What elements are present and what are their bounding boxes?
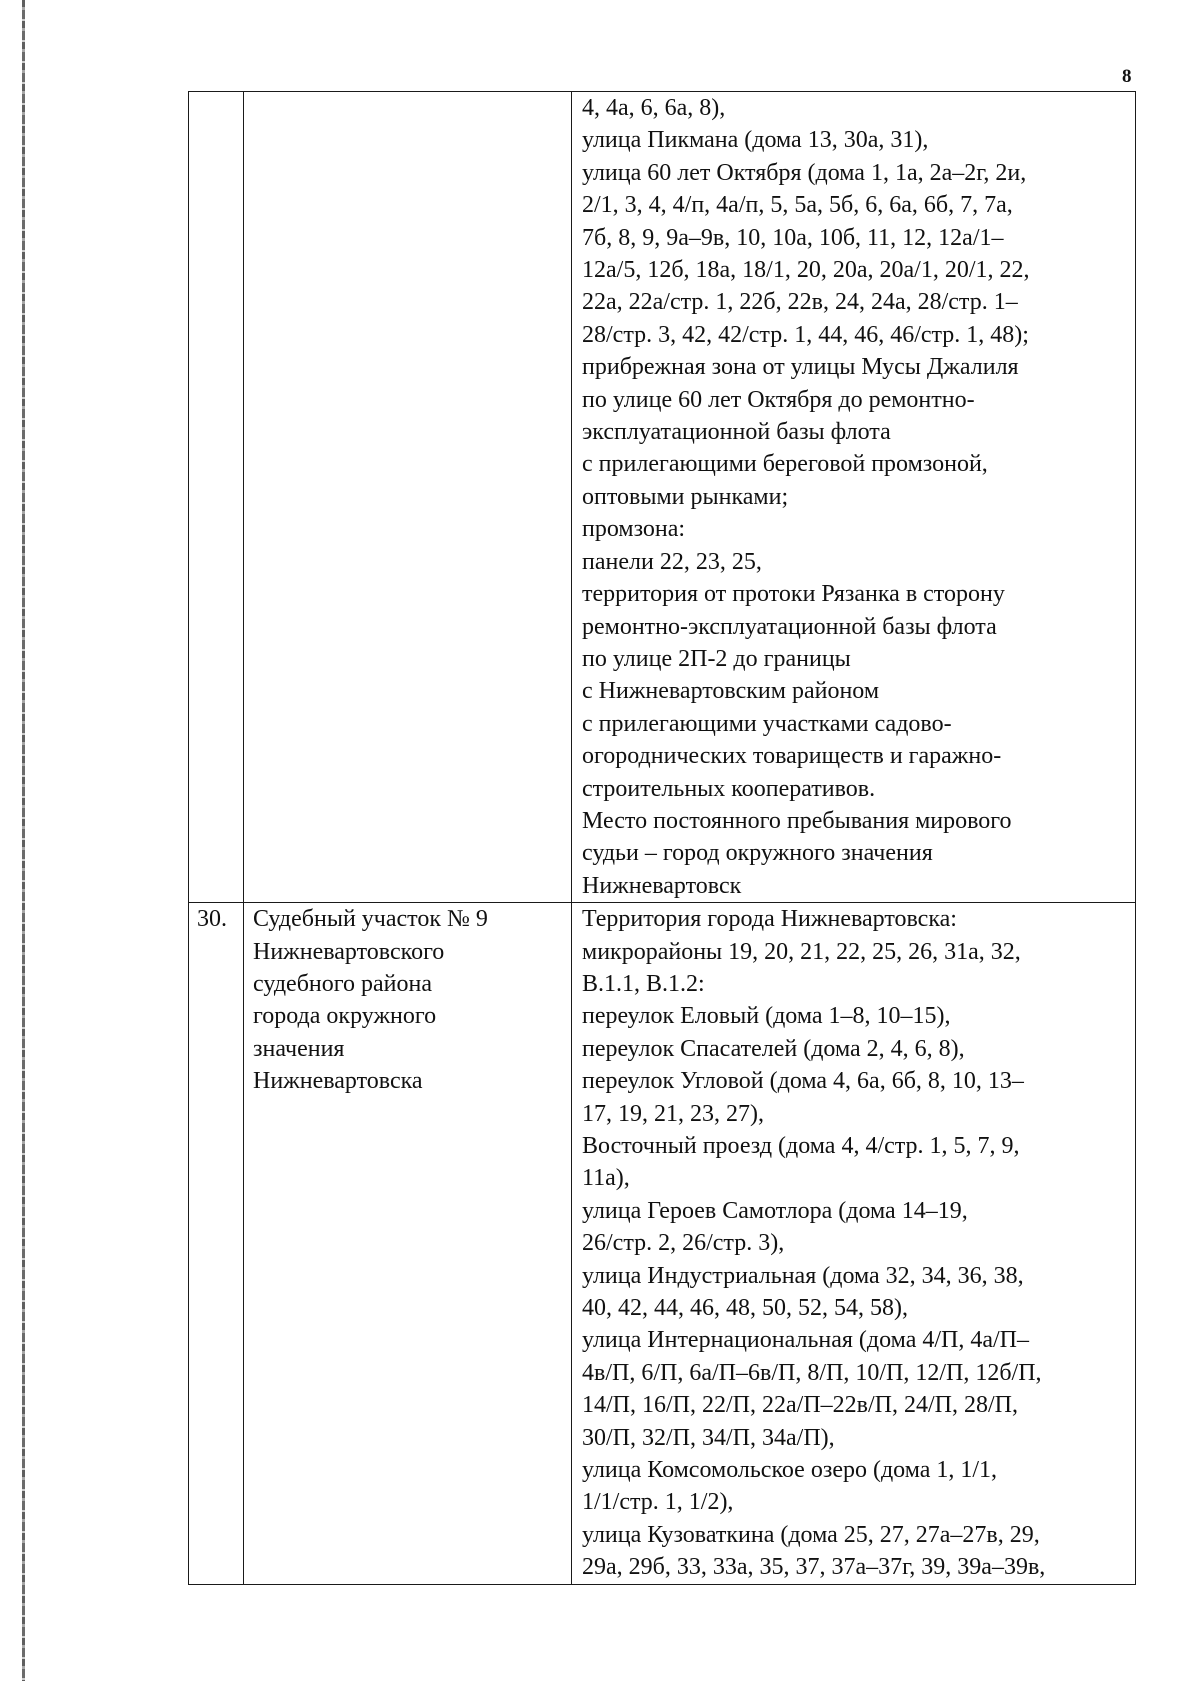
territory-line: переулок Угловой (дома 4, 6а, 6б, 8, 10, 13–: [582, 1068, 1024, 1095]
row-number-cell: [189, 92, 244, 903]
territory-line: по улице 2П-2 до границы: [582, 645, 851, 672]
territory-line: 4в/П, 6/П, 6а/П–6в/П, 8/П, 10/П, 12/П, 12б/П,: [582, 1359, 1042, 1386]
territory-line: по улице 60 лет Октября до ремонтно-: [582, 386, 975, 413]
row-number-cell: [189, 903, 244, 1585]
territory-line: 29а, 29б, 33, 33а, 35, 37, 37а–37г, 39, 39а–39в,: [582, 1554, 1046, 1581]
district-name-line: Нижневартовского: [253, 938, 445, 965]
court-districts-table: [188, 91, 1136, 1585]
territory-line: Место постоянного пребывания мирового: [582, 807, 1012, 834]
territory-line: 17, 19, 21, 23, 27),: [582, 1100, 764, 1127]
territory-line: 1/1/стр. 1, 1/2),: [582, 1489, 734, 1516]
territory-line: с прилегающими участками садово-: [582, 710, 952, 737]
territory-line: огороднических товариществ и гаражно-: [582, 743, 1002, 770]
territory-line: 7б, 8, 9, 9а–9в, 10, 10а, 10б, 11, 12, 12а/1–: [582, 224, 1004, 251]
territory-line: улица Интернациональная (дома 4/П, 4а/П–: [582, 1327, 1029, 1354]
territory-line: судьи – город окружного значения: [582, 840, 933, 867]
scan-edge-artifact: [22, 0, 25, 1681]
district-name-cell: [244, 903, 572, 1585]
row-number: 30.: [197, 906, 227, 933]
table-row: [189, 903, 1136, 1585]
territory-line: с Нижневартовским районом: [582, 678, 880, 705]
territory-line: улица Героев Самотлора (дома 14–19,: [582, 1197, 968, 1224]
territory-line: переулок Еловый (дома 1–8, 10–15),: [582, 1003, 951, 1030]
territory-line: 11а),: [582, 1165, 630, 1192]
territory-line: 22а, 22а/стр. 1, 22б, 22в, 24, 24а, 28/стр. 1–: [582, 289, 1018, 316]
territory-line: переулок Спасателей (дома 2, 4, 6, 8),: [582, 1035, 965, 1062]
territory-line: улица Пикмана (дома 13, 30а, 31),: [582, 127, 929, 154]
territory-line: улица 60 лет Октября (дома 1, 1а, 2а–2г, 2и,: [582, 159, 1027, 186]
district-name-line: значения: [253, 1035, 345, 1062]
territory-line: с прилегающими береговой промзоной,: [582, 451, 988, 478]
territory-line: панели 22, 23, 25,: [582, 548, 762, 575]
territory-line: Территория города Нижневартовска:: [582, 906, 957, 933]
district-name-line: Судебный участок № 9: [253, 906, 488, 933]
territory-line: 26/стр. 2, 26/стр. 3),: [582, 1230, 785, 1257]
table-row: [189, 92, 1136, 903]
territory-line: 2/1, 3, 4, 4/п, 4а/п, 5, 5а, 5б, 6, 6а, 6б, 7, 7а,: [582, 192, 1013, 219]
territory-line: улица Кузоваткина (дома 25, 27, 27а–27в, 29,: [582, 1521, 1040, 1548]
territory-line: 30/П, 32/П, 34/П, 34а/П),: [582, 1424, 835, 1451]
territory-line: 40, 42, 44, 46, 48, 50, 52, 54, 58),: [582, 1295, 908, 1322]
territory-line: микрорайоны 19, 20, 21, 22, 25, 26, 31а, 32,: [582, 938, 1021, 965]
territory-line: 14/П, 16/П, 22/П, 22а/П–22в/П, 24/П, 28/П,: [582, 1392, 1018, 1419]
territory-line: промзона:: [582, 516, 686, 543]
territory-line: Нижневартовск: [582, 872, 742, 899]
district-name-line: Нижневартовска: [253, 1068, 423, 1095]
district-name-cell: [244, 92, 572, 903]
territory-cell: [572, 92, 1136, 903]
territory-cell: [572, 903, 1136, 1585]
territory-line: 28/стр. 3, 42, 42/стр. 1, 44, 46, 46/стр. 1, 48);: [582, 321, 1029, 348]
territory-line: Восточный проезд (дома 4, 4/стр. 1, 5, 7, 9,: [582, 1133, 1020, 1159]
district-name-line: города окружного: [253, 1003, 437, 1030]
territory-line: территория от протоки Рязанка в сторону: [582, 581, 1005, 608]
territory-line: улица Индустриальная (дома 32, 34, 36, 38,: [582, 1262, 1024, 1289]
territory-line: оптовыми рынками;: [582, 483, 789, 510]
page-number: 8: [1122, 66, 1132, 87]
territory-line: эксплуатационной базы флота: [582, 419, 891, 446]
territory-line: 12а/5, 12б, 18а, 18/1, 20, 20а, 20а/1, 20/1, 22,: [582, 257, 1030, 284]
territory-line: улица Комсомольское озеро (дома 1, 1/1,: [582, 1457, 998, 1484]
territory-line: В.1.1, В.1.2:: [582, 970, 705, 997]
territory-line: прибрежная зона от улицы Мусы Джалиля: [582, 354, 1019, 381]
territory-line: строительных кооперативов.: [582, 775, 876, 802]
territory-line: ремонтно-эксплуатационной базы флота: [582, 613, 997, 640]
territory-line: 4, 4а, 6, 6а, 8),: [582, 95, 726, 121]
district-name-line: судебного района: [253, 970, 432, 997]
